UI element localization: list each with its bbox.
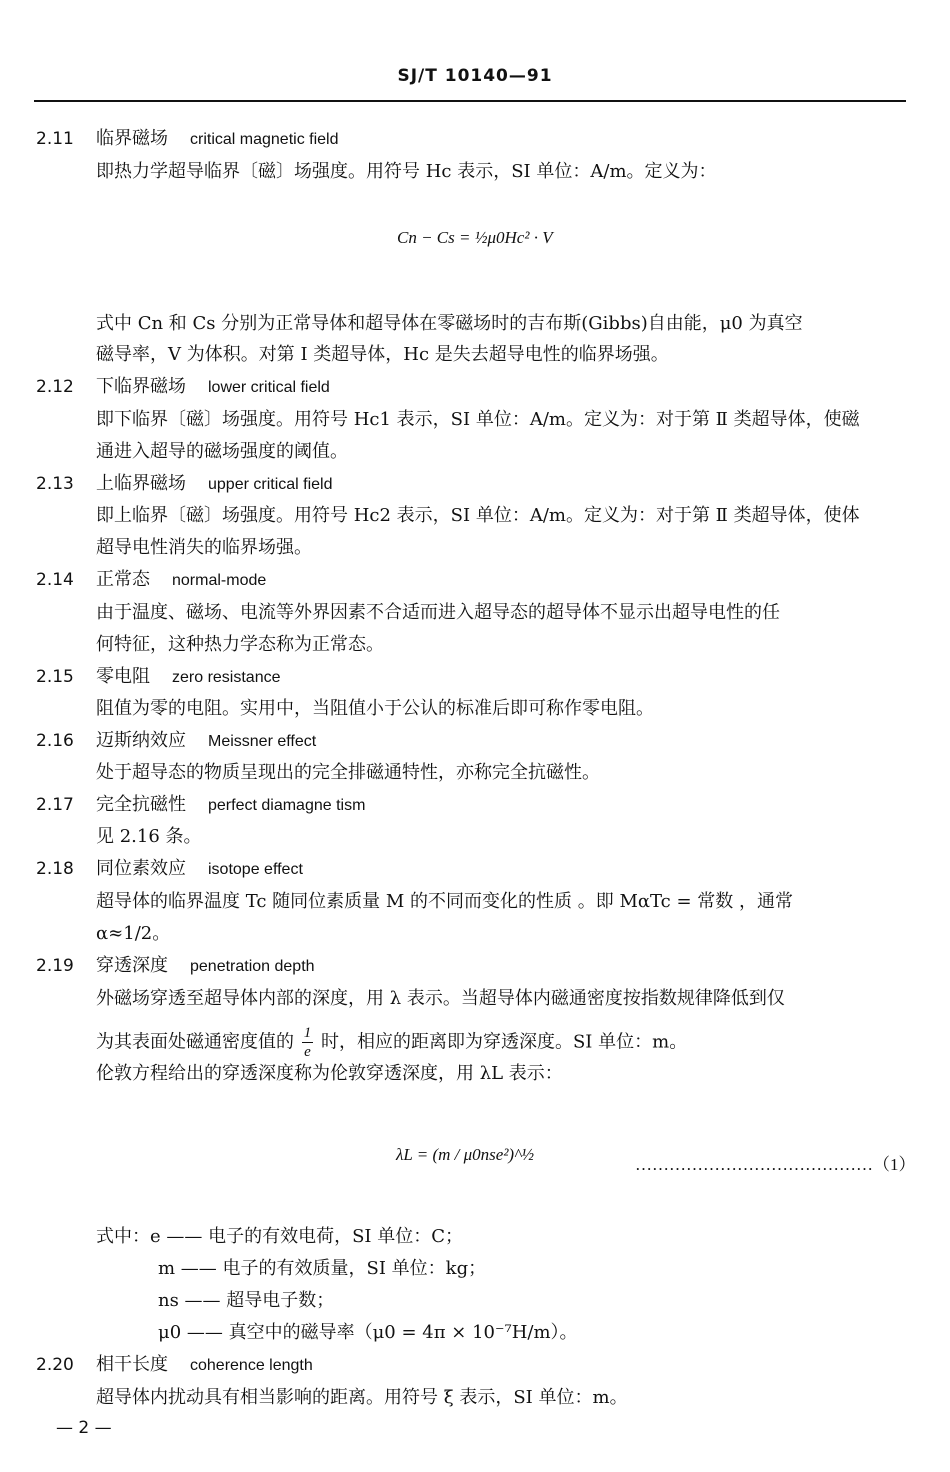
paragraph-line: μ0 —— 真空中的磁导率（μ0 = 4π × 10⁻⁷H/m）。 [158, 1322, 578, 1343]
paragraph-line: 超导体的临界温度 Tc 随同位素质量 M 的不同而变化的性质 。即 MαTc = 常数 ，通常 [96, 891, 793, 912]
paragraph-line: 由于温度、磁场、电流等外界因素不合适而进入超导态的超导体不显示出超导电性的任 [96, 602, 780, 623]
section-number: 2.14 [36, 570, 74, 590]
term-heading [96, 128, 339, 151]
section-number: 2.18 [36, 859, 74, 879]
term-heading [96, 955, 315, 978]
term-en: zero resistance [172, 669, 281, 686]
term-heading [96, 730, 316, 753]
term-en: normal-mode [172, 572, 267, 589]
paragraph-line: 即热力学超导临界〔磁〕场强度。用符号 Hc 表示，SI 单位：A/m。定义为： [96, 161, 717, 182]
equation-text: λL = (m / μ0nse²)^½ [396, 1145, 535, 1164]
term-zh: 零电阻 [96, 666, 150, 687]
paragraph-line: 磁导率，V 为体积。对第 I 类超导体，Hc 是失去超导电性的临界场强。 [96, 344, 669, 365]
equation-text: Cn − Cs = ½μ0Hc² · V [397, 228, 553, 247]
paragraph-line: α≈1/2。 [96, 923, 171, 944]
fraction-one-over-e: $\frac{1}{e}$ [303, 1025, 312, 1060]
term-en: Meissner effect [208, 733, 317, 750]
paragraph-line: 阻值为零的电阻。实用中，当阻值小于公认的标准后即可称作零电阻。 [96, 698, 654, 719]
equation-gibbs [397, 228, 553, 248]
term-en: upper critical field [208, 476, 333, 493]
paragraph-line: 见 2.16 条。 [96, 826, 202, 847]
header-rule [34, 100, 906, 102]
section-number: 2.12 [36, 377, 74, 397]
term-en: perfect diamagne tism [208, 797, 366, 814]
term-en: lower critical field [208, 379, 330, 396]
term-heading [96, 1354, 313, 1377]
paragraph-line: 处于超导态的物质呈现出的完全排磁通特性，亦称完全抗磁性。 [96, 762, 600, 783]
equation-number: ……………………………………（1） [635, 1155, 916, 1174]
term-zh: 正常态 [96, 569, 150, 590]
section-number: 2.15 [36, 667, 74, 687]
paragraph-line: ns —— 超导电子数； [158, 1290, 335, 1311]
paragraph-line: 通进入超导的磁场强度的阈值。 [96, 441, 348, 462]
paragraph-line: 即上临界〔磁〕场强度。用符号 Hc2 表示，SI 单位：A/m。定义为：对于第 Ⅱ 类超导体，使体 [96, 505, 860, 526]
term-zh: 穿透深度 [96, 955, 168, 976]
term-heading [96, 666, 281, 689]
term-heading [96, 376, 330, 399]
paragraph-fragment: 为其表面处磁通密度值的 [96, 1031, 294, 1053]
paragraph-line [96, 1024, 687, 1061]
paragraph-line: 式中 Cn 和 Cs 分别为正常导体和超导体在零磁场时的吉布斯(Gibbs)自由能，μ0 为真空 [96, 313, 803, 334]
term-heading [96, 794, 365, 817]
section-number: 2.20 [36, 1355, 74, 1375]
term-zh: 下临界磁场 [96, 376, 186, 397]
term-zh: 上临界磁场 [96, 473, 186, 494]
section-number: 2.17 [36, 795, 74, 815]
paragraph-line: 式中：e —— 电子的有效电荷，SI 单位：C； [96, 1226, 464, 1247]
paragraph-line: 外磁场穿透至超导体内部的深度，用 λ 表示。当超导体内磁通密度按指数规律降低到仅 [96, 988, 785, 1009]
term-zh: 迈斯纳效应 [96, 730, 186, 751]
term-heading [96, 858, 303, 881]
section-number: 2.13 [36, 474, 74, 494]
section-number: 2.16 [36, 731, 74, 751]
term-zh: 临界磁场 [96, 128, 168, 149]
paragraph-line: 即下临界〔磁〕场强度。用符号 Hc1 表示，SI 单位：A/m。定义为：对于第 Ⅱ 类超导体，使磁 [96, 409, 860, 430]
paragraph-line: 何特征，这种热力学态称为正常态。 [96, 634, 384, 655]
section-number: 2.11 [36, 129, 74, 149]
term-zh: 同位素效应 [96, 858, 186, 879]
paragraph-line: m —— 电子的有效质量，SI 单位：kg； [158, 1258, 487, 1279]
term-zh: 完全抗磁性 [96, 794, 186, 815]
paragraph-line: 超导体内扰动具有相当影响的距离。用符号 ξ 表示，SI 单位：m。 [96, 1387, 628, 1408]
page-number: — 2 — [56, 1418, 112, 1438]
paragraph-line: 伦敦方程给出的穿透深度称为伦敦穿透深度，用 λL 表示： [96, 1063, 563, 1084]
term-en: isotope effect [208, 861, 303, 878]
standard-code: SJ/T 10140—91 [397, 66, 553, 86]
term-heading [96, 473, 333, 496]
term-en: critical magnetic field [190, 131, 339, 148]
paragraph-fragment: 时，相应的距离即为穿透深度。SI 单位：m。 [320, 1031, 688, 1053]
section-number: 2.19 [36, 956, 74, 976]
equation-london [396, 1145, 534, 1165]
term-heading [96, 569, 266, 592]
term-en: penetration depth [190, 958, 315, 975]
term-en: coherence length [190, 1357, 313, 1374]
term-zh: 相干长度 [96, 1354, 168, 1375]
paragraph-line: 超导电性消失的临界场强。 [96, 537, 312, 558]
